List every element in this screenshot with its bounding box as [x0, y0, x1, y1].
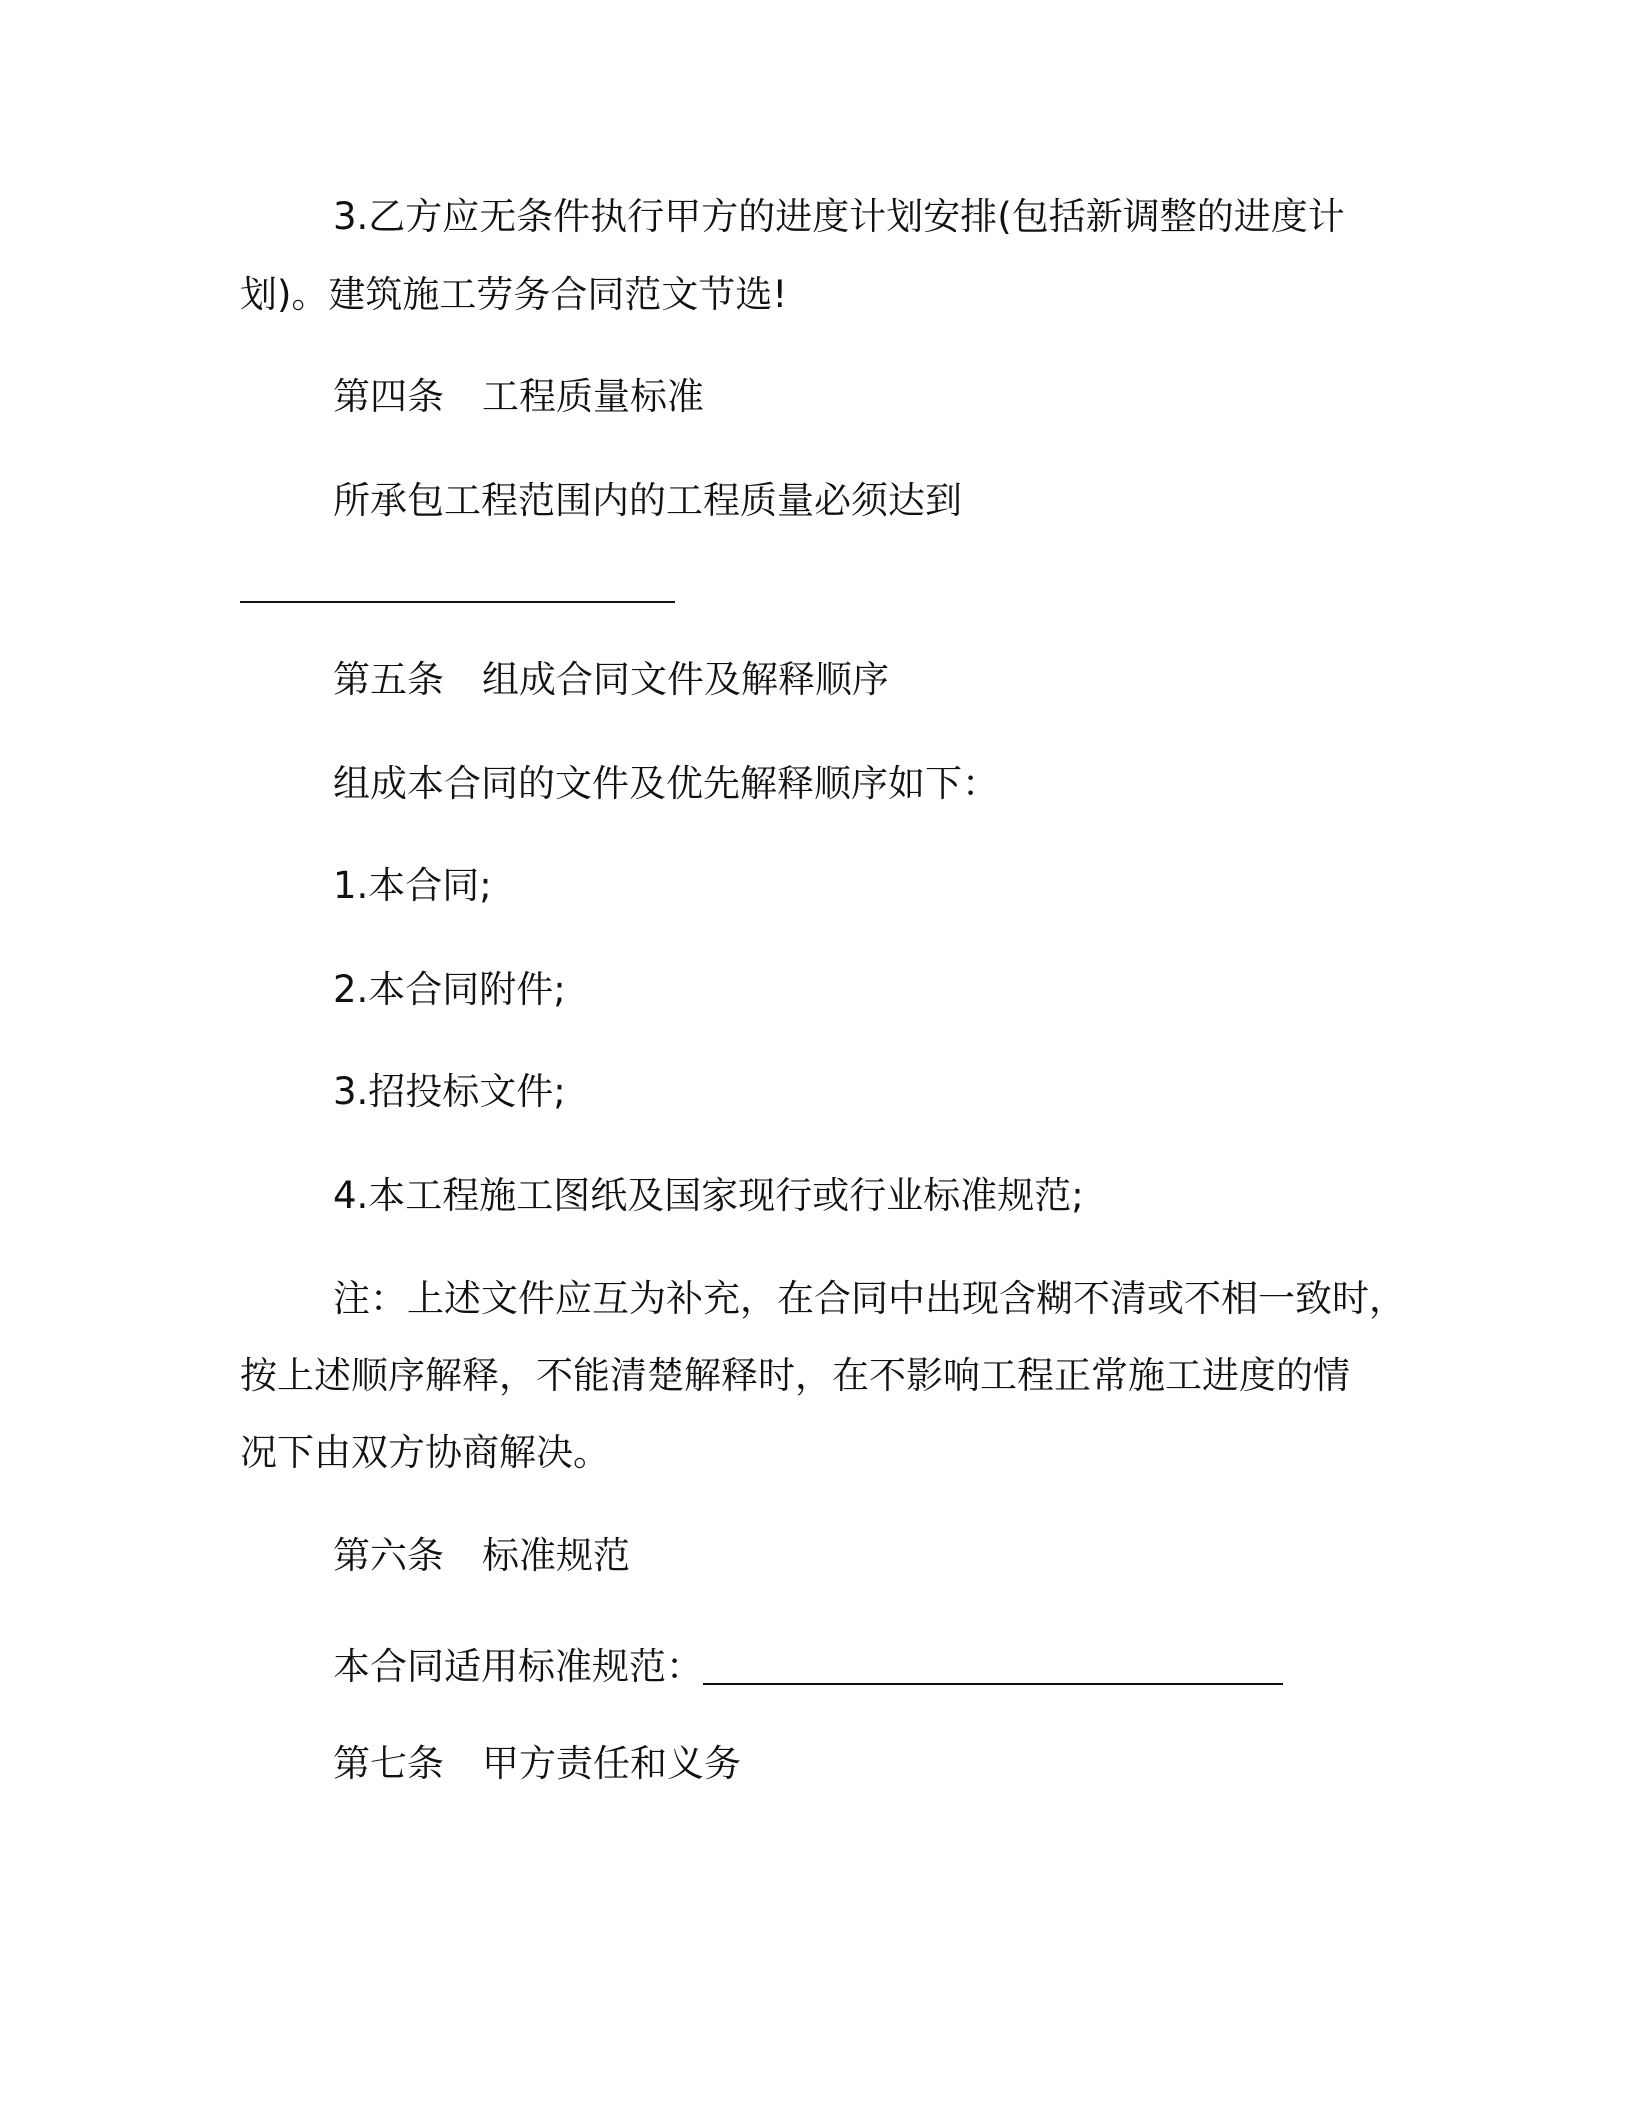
note-line-1: 注：上述文件应互为补充，在合同中出现含糊不清或不相一致时， — [333, 1277, 1406, 1320]
article-5-item-1: 1.本合同; — [333, 864, 492, 907]
clause-3-line-1: 3.乙方应无条件执行甲方的进度计划安排(包括新调整的进度计 — [333, 195, 1345, 238]
article-6-title: 标准规范 — [482, 1534, 630, 1577]
article-4-heading — [333, 373, 704, 421]
article-4-number: 第四条 — [333, 375, 444, 418]
clause-3-line-2: 划)。建筑施工劳务合同范文节选! — [240, 273, 788, 316]
article-5-item-2: 2.本合同附件; — [333, 968, 566, 1011]
article-7-heading — [333, 1740, 741, 1788]
article-6-text: 本合同适用标准规范： — [333, 1645, 703, 1688]
article-5-number: 第五条 — [333, 658, 444, 701]
article-5-intro: 组成本合同的文件及优先解释顺序如下： — [333, 762, 999, 805]
article-7-number: 第七条 — [333, 1742, 444, 1785]
applicable-standards-blank-line — [703, 1683, 1283, 1685]
article-6-heading — [333, 1532, 630, 1580]
article-7-title: 甲方责任和义务 — [482, 1742, 741, 1785]
note-line-3: 况下由双方协商解决。 — [240, 1431, 610, 1474]
article-4-text: 所承包工程范围内的工程质量必须达到 — [333, 479, 962, 522]
article-4-title: 工程质量标准 — [482, 375, 704, 418]
article-5-item-4: 4.本工程施工图纸及国家现行或行业标准规范; — [333, 1174, 1084, 1217]
article-5-title: 组成合同文件及解释顺序 — [482, 658, 889, 701]
note-line-2: 按上述顺序解释，不能清楚解释时，在不影响工程正常施工进度的情 — [240, 1354, 1350, 1397]
article-6-number: 第六条 — [333, 1534, 444, 1577]
quality-standard-blank-line — [240, 601, 675, 603]
article-5-item-3: 3.招投标文件; — [333, 1070, 566, 1113]
article-5-heading — [333, 656, 889, 704]
